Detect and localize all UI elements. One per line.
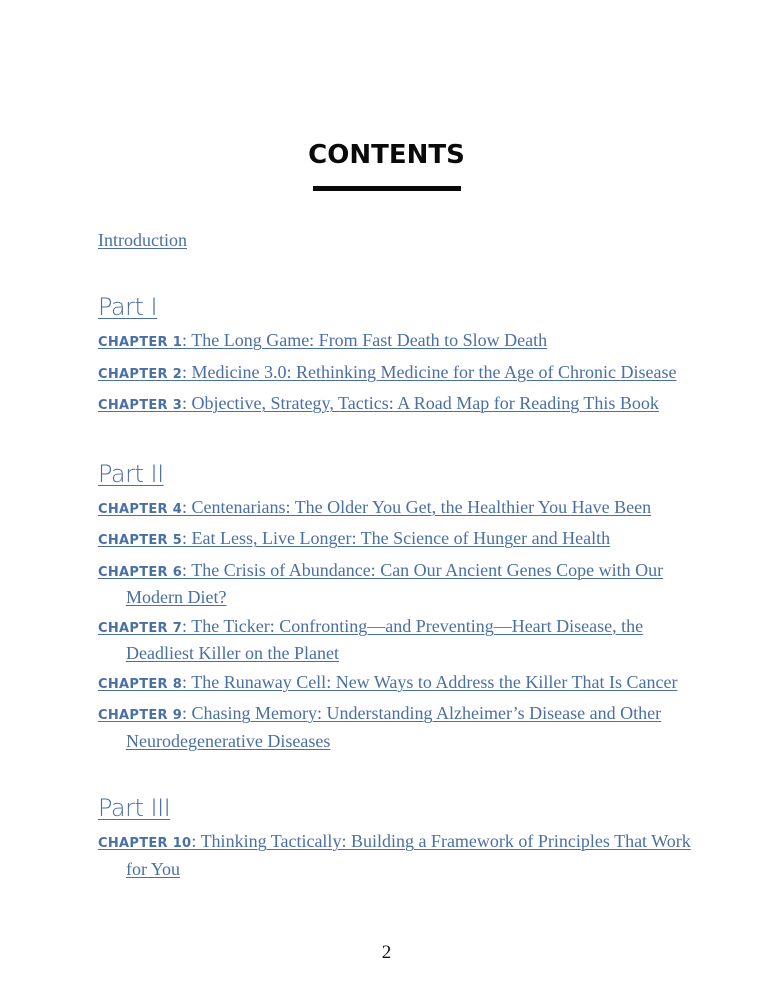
chapter-number: CHAPTER 4: [98, 501, 183, 517]
toc-chapter-link[interactable]: [98, 328, 698, 356]
chapter-title: : Medicine 3.0: Rethinking Medicine for the Age of Chronic Disease: [182, 361, 677, 382]
chapter-number: CHAPTER 6: [98, 564, 183, 580]
chapter-title: : Chasing Memory: Understanding Alzheimer’s Disease and Other Neurodegenerative Diseases: [126, 703, 662, 751]
toc-chapter-link[interactable]: [98, 701, 698, 753]
chapter-number: CHAPTER 7: [98, 620, 183, 636]
table-of-contents: [98, 228, 698, 885]
toc-link-introduction[interactable]: Introduction: [98, 230, 187, 250]
title-underline-rule: [313, 186, 461, 191]
page-title: CONTENTS: [308, 140, 465, 170]
toc-chapter-link[interactable]: [98, 360, 698, 388]
toc-chapter-link[interactable]: [98, 391, 698, 419]
toc-chapter-link[interactable]: [98, 614, 698, 666]
chapter-title: : The Crisis of Abundance: Can Our Ancient Genes Cope with Our Modern Diet?: [126, 559, 664, 607]
toc-chapter-link[interactable]: [98, 558, 698, 610]
chapter-title: : Centenarians: The Older You Get, the Healthier You Have Been: [182, 496, 652, 517]
chapter-title: : The Ticker: Confronting—and Preventing—Heart Disease, the Deadliest Killer on the Planet: [126, 615, 644, 663]
toc-part-heading-2[interactable]: Part II: [98, 459, 164, 488]
chapter-number: CHAPTER 8: [98, 676, 183, 692]
toc-chapter-link[interactable]: [98, 829, 698, 881]
chapter-number: CHAPTER 1: [98, 335, 183, 350]
toc-part-heading-1[interactable]: Part I: [98, 293, 158, 321]
chapter-number: CHAPTER 5: [98, 533, 183, 548]
chapter-title: : The Long Game: From Fast Death to Slow Death: [182, 330, 548, 350]
chapter-title: : The Runaway Cell: New Ways to Address the Killer That Is Cancer: [182, 671, 678, 692]
page-number: 2: [381, 942, 392, 963]
chapter-title: : Objective, Strategy, Tactics: A Road Map for Reading This Book: [182, 393, 659, 413]
chapter-number: CHAPTER 2: [98, 366, 183, 382]
chapter-number: CHAPTER 9: [98, 708, 183, 723]
toc-chapter-link[interactable]: [98, 526, 698, 554]
toc-part-heading-3[interactable]: Part III: [98, 794, 171, 822]
chapter-number: CHAPTER 3: [98, 398, 183, 413]
toc-chapter-link[interactable]: [98, 495, 698, 523]
chapter-title: : Thinking Tactically: Building a Framework of Principles That Work for You: [126, 831, 691, 879]
toc-chapter-link[interactable]: [98, 670, 698, 698]
chapter-number: CHAPTER 10: [98, 836, 192, 851]
chapter-title: : Eat Less, Live Longer: The Science of Hunger and Health: [182, 528, 611, 548]
